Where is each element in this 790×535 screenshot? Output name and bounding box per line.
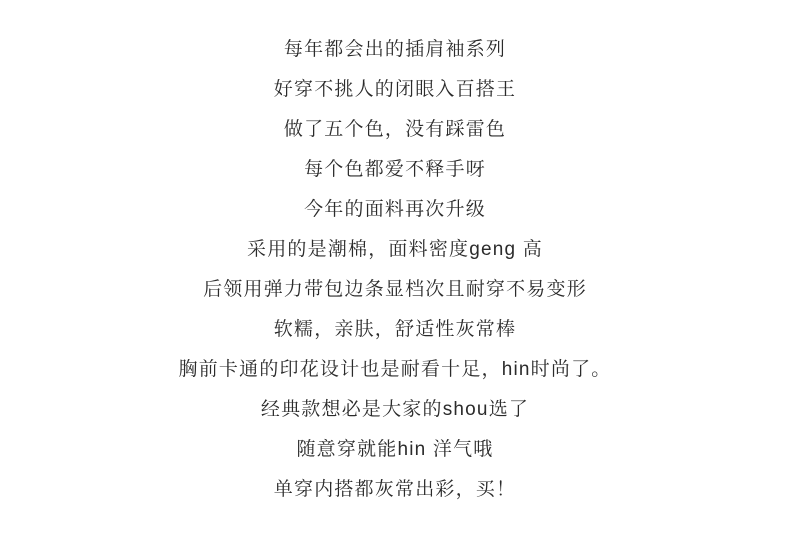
description-line: 今年的面料再次升级 [304,199,486,220]
description-line: 每个色都爱不释手呀 [304,159,486,180]
description-line: 每年都会出的插肩袖系列 [283,39,507,60]
description-line: 经典款想必是大家的shou选了 [260,399,530,420]
description-line: 后领用弹力带包边条显档次且耐穿不易变形 [203,279,587,300]
description-line: 软糯，亲肤，舒适性灰常棒 [273,319,517,340]
description-line: 采用的是潮棉，面料密度geng 高 [247,239,543,260]
description-line: 随意穿就能hin 洋气哦 [296,439,494,460]
description-line: 胸前卡通的印花设计也是耐看十足，hin时尚了。 [178,359,612,380]
description-line: 做了五个色，没有踩雷色 [283,119,507,140]
description-line: 好穿不挑人的闭眼入百搭王 [273,79,517,100]
description-line: 单穿内搭都灰常出彩，买！ [273,479,517,500]
